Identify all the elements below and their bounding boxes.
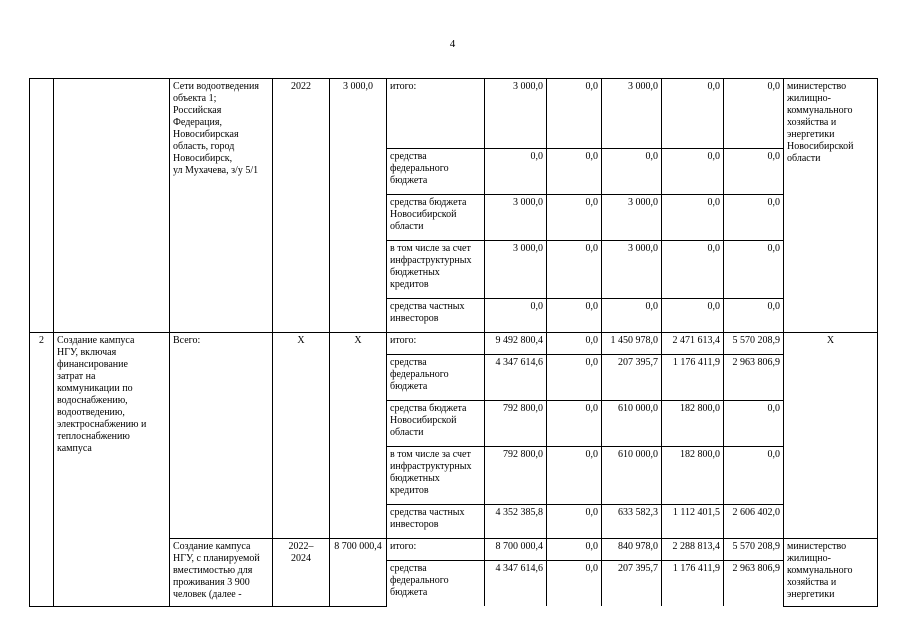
value-cell: 610 000,0 bbox=[602, 401, 662, 447]
value-cell: 2 963 806,9 bbox=[724, 561, 784, 607]
value-cell: 3 000,0 bbox=[485, 241, 547, 299]
value-cell: 1 176 411,9 bbox=[662, 561, 724, 607]
value-cell: 0,0 bbox=[485, 149, 547, 195]
value-cell: 840 978,0 bbox=[602, 539, 662, 561]
value-cell: 0,0 bbox=[547, 79, 602, 149]
value-cell: 0,0 bbox=[724, 149, 784, 195]
value-cell: 2 288 813,4 bbox=[662, 539, 724, 561]
responsible-cell: министерство жилищно- коммунального хозяйства и энергетики Новосибирской области bbox=[784, 79, 878, 333]
value-cell: 610 000,0 bbox=[602, 447, 662, 505]
source-cell: средства федерального бюджета bbox=[387, 561, 485, 607]
value-cell: 5 570 208,9 bbox=[724, 539, 784, 561]
value-cell: 5 570 208,9 bbox=[724, 333, 784, 355]
table-row bbox=[30, 79, 878, 149]
value-cell: 1 112 401,5 bbox=[662, 505, 724, 539]
value-cell: 0,0 bbox=[547, 241, 602, 299]
value-cell: 0,0 bbox=[547, 447, 602, 505]
value-cell: 4 347 614,6 bbox=[485, 355, 547, 401]
value-cell: 0,0 bbox=[547, 149, 602, 195]
value-cell: 0,0 bbox=[547, 355, 602, 401]
row-number-cell: 2 bbox=[30, 333, 54, 607]
value-cell: 182 800,0 bbox=[662, 447, 724, 505]
object-cell: Сети водоотведения объекта 1; Российская Федерация, Новосибирская область, город Новосибирск, ул Мухачева, з/у 5/1 bbox=[170, 79, 273, 333]
responsible-cell: министерство жилищно- коммунального хозяйства и энергетики bbox=[784, 539, 878, 607]
year-cell: Х bbox=[273, 333, 330, 539]
value-cell: 0,0 bbox=[724, 79, 784, 149]
value-cell: 0,0 bbox=[724, 241, 784, 299]
object-cell: Создание кампуса НГУ, с планируемой вместимостью для проживания 3 900 человек (далее - bbox=[170, 539, 273, 607]
value-cell: 0,0 bbox=[662, 195, 724, 241]
value-cell: 0,0 bbox=[662, 149, 724, 195]
event-name-cell: Создание кампуса НГУ, включая финансирование затрат на коммуникации по водоснабжению, водоотведению, электроснабжению и теплоснабжению кампуса bbox=[54, 333, 170, 607]
year-cell: 2022 bbox=[273, 79, 330, 333]
financing-table bbox=[29, 78, 878, 607]
value-cell: 0,0 bbox=[662, 241, 724, 299]
value-cell: 207 395,7 bbox=[602, 561, 662, 607]
source-cell: итого: bbox=[387, 79, 485, 149]
value-cell: 3 000,0 bbox=[602, 195, 662, 241]
value-cell: 0,0 bbox=[724, 299, 784, 333]
value-cell: 2 963 806,9 bbox=[724, 355, 784, 401]
cost-cell: Х bbox=[330, 333, 387, 539]
value-cell: 792 800,0 bbox=[485, 401, 547, 447]
value-cell: 0,0 bbox=[547, 195, 602, 241]
value-cell: 3 000,0 bbox=[602, 79, 662, 149]
value-cell: 633 582,3 bbox=[602, 505, 662, 539]
value-cell: 792 800,0 bbox=[485, 447, 547, 505]
source-cell: средства федерального бюджета bbox=[387, 355, 485, 401]
source-cell: средства федерального бюджета bbox=[387, 149, 485, 195]
value-cell: 2 471 613,4 bbox=[662, 333, 724, 355]
row-number-cell bbox=[30, 79, 54, 333]
value-cell: 3 000,0 bbox=[485, 79, 547, 149]
cost-cell: 3 000,0 bbox=[330, 79, 387, 333]
year-cell: 2022– 2024 bbox=[273, 539, 330, 607]
source-cell: средства частных инвесторов bbox=[387, 505, 485, 539]
value-cell: 1 176 411,9 bbox=[662, 355, 724, 401]
source-cell: средства частных инвесторов bbox=[387, 299, 485, 333]
responsible-cell: Х bbox=[784, 333, 878, 539]
value-cell: 0,0 bbox=[547, 561, 602, 607]
value-cell: 0,0 bbox=[547, 299, 602, 333]
source-cell: средства бюджета Новосибирской области bbox=[387, 401, 485, 447]
value-cell: 3 000,0 bbox=[485, 195, 547, 241]
value-cell: 4 347 614,6 bbox=[485, 561, 547, 607]
value-cell: 0,0 bbox=[662, 299, 724, 333]
value-cell: 1 450 978,0 bbox=[602, 333, 662, 355]
source-cell: итого: bbox=[387, 333, 485, 355]
value-cell: 8 700 000,4 bbox=[485, 539, 547, 561]
page-number: 4 bbox=[449, 38, 456, 50]
source-cell: в том числе за счет инфраструктурных бюджетных кредитов bbox=[387, 241, 485, 299]
value-cell: 0,0 bbox=[547, 401, 602, 447]
table-row bbox=[30, 333, 878, 355]
value-cell: 0,0 bbox=[547, 505, 602, 539]
value-cell: 0,0 bbox=[724, 447, 784, 505]
source-cell: средства бюджета Новосибирской области bbox=[387, 195, 485, 241]
cost-cell: 8 700 000,4 bbox=[330, 539, 387, 607]
value-cell: 0,0 bbox=[547, 333, 602, 355]
object-cell: Всего: bbox=[170, 333, 273, 539]
value-cell: 2 606 402,0 bbox=[724, 505, 784, 539]
value-cell: 9 492 800,4 bbox=[485, 333, 547, 355]
event-name-cell bbox=[54, 79, 170, 333]
value-cell: 207 395,7 bbox=[602, 355, 662, 401]
value-cell: 0,0 bbox=[602, 149, 662, 195]
value-cell: 0,0 bbox=[485, 299, 547, 333]
value-cell: 3 000,0 bbox=[602, 241, 662, 299]
value-cell: 4 352 385,8 bbox=[485, 505, 547, 539]
source-cell: итого: bbox=[387, 539, 485, 561]
value-cell: 0,0 bbox=[547, 539, 602, 561]
value-cell: 182 800,0 bbox=[662, 401, 724, 447]
value-cell: 0,0 bbox=[602, 299, 662, 333]
value-cell: 0,0 bbox=[724, 195, 784, 241]
value-cell: 0,0 bbox=[662, 79, 724, 149]
source-cell: в том числе за счет инфраструктурных бюджетных кредитов bbox=[387, 447, 485, 505]
value-cell: 0,0 bbox=[724, 401, 784, 447]
